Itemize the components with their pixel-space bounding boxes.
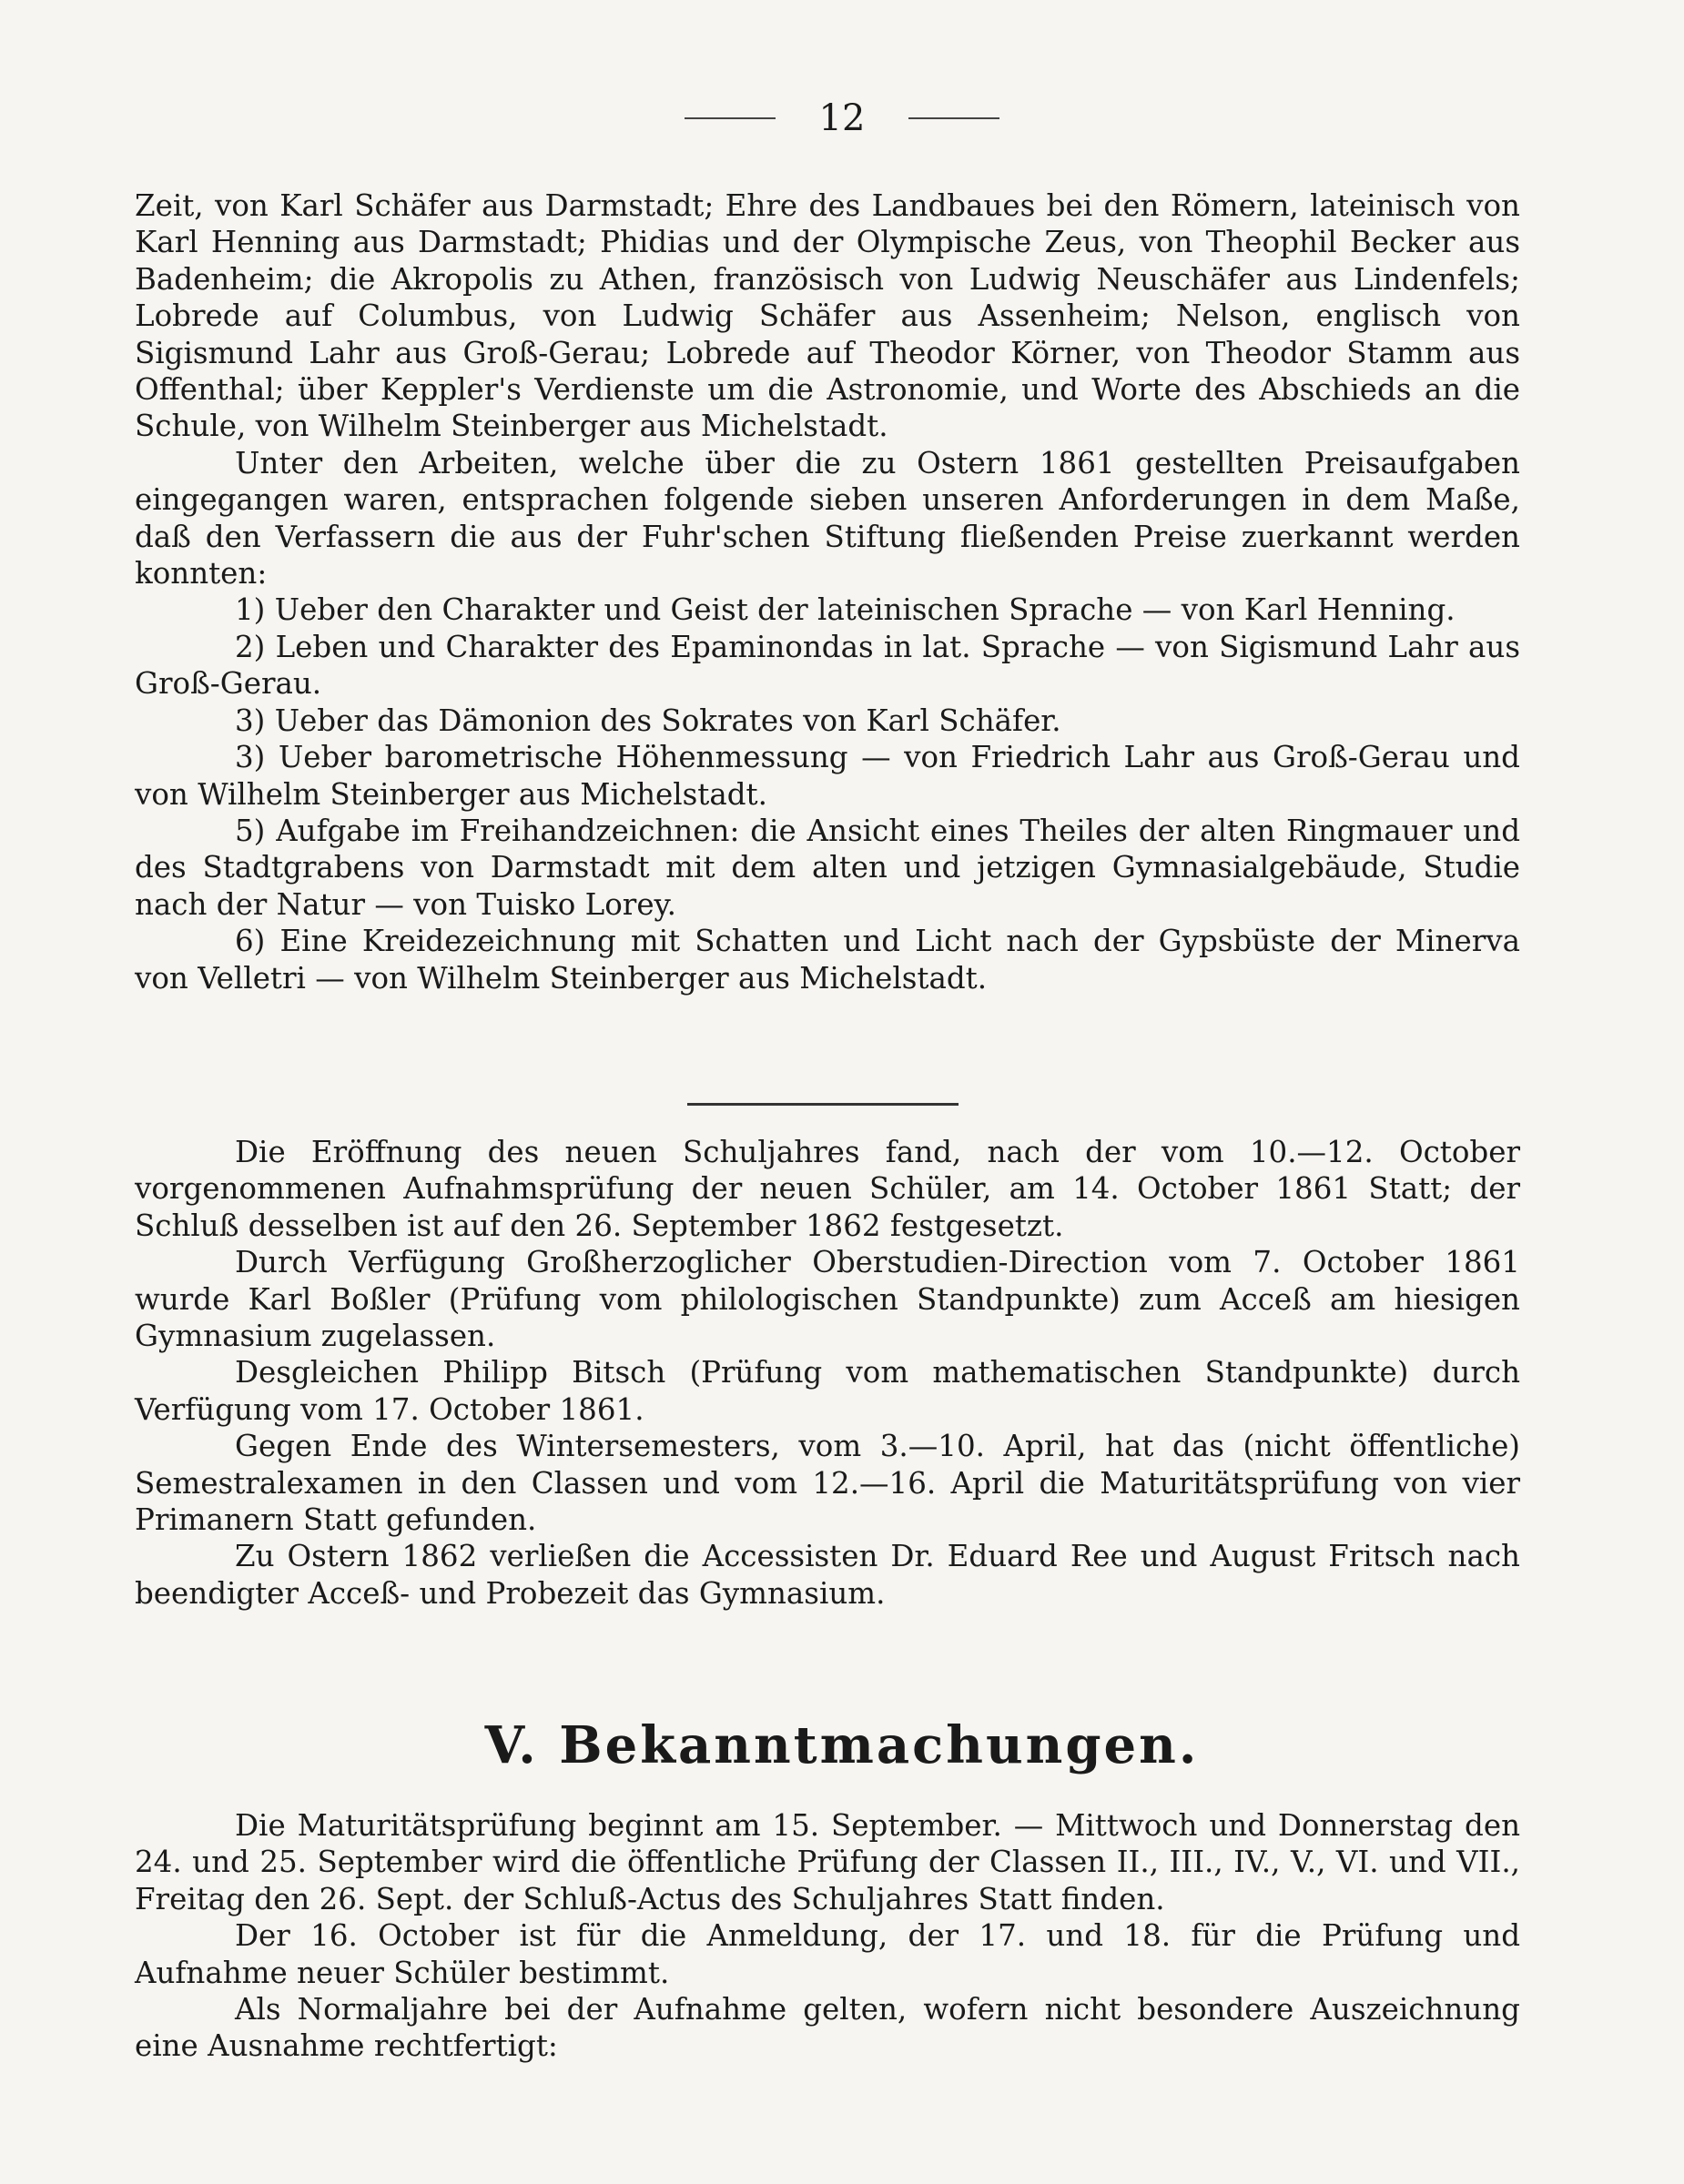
paragraph-examinations: Gegen Ende des Wintersemesters, vom 3.—10. April, hat das (nicht öffentliche) Semestralexamen in den Classen und vom 12.—16. April die Maturitätsprüfung von vier Primanern Statt gefunden. (135, 1429, 1520, 1538)
announcements-section (135, 1807, 1520, 2065)
paragraph-speeches: Zeit, von Karl Schäfer aus Darmstadt; Ehre des Landbaues bei den Römern, lateinisch von Karl Henning aus Darmstadt; Phidias und der Olympische Zeus, von Theophil Becker aus Badenheim; die Akropolis zu Athen, französisch von Ludwig Neuschäfer aus Lindenfels; Lobrede auf Columbus, von Ludwig Schäfer aus Assenheim; Nelson, englisch von Sigismund Lahr aus Groß-Gerau; Lobrede auf Theodor Körner, von Theodor Stamm aus Offenthal; über Keppler's Verdienste um die Astronomie, und Worte des Abschieds an die Schule, von Wilhelm Steinberger aus Michelstadt. (135, 188, 1520, 444)
page-header (0, 91, 1684, 146)
paragraph-bossler: Durch Verfügung Großherzoglicher Oberstudien-Direction vom 7. October 1861 wurde Karl Boßler (Prüfung vom philologischen Standpunkte) zum Acceß am hiesigen Gymnasium zugelassen. (135, 1245, 1520, 1354)
paragraph-registration: Der 16. October ist für die Anmeldung, der 17. und 18. für die Prüfung und Aufnahme neuer Schüler bestimmt. (135, 1918, 1520, 1990)
school-year-section (135, 1134, 1520, 1612)
prize-item-3a: 3) Ueber das Dämonion des Sokrates von Karl Schäfer. (235, 703, 1061, 738)
prize-item-2: 2) Leben und Charakter des Epaminondas in lat. Sprache — von Sigismund Lahr aus Groß-Gerau. (135, 629, 1520, 702)
paragraph-accessists: Zu Ostern 1862 verließen die Accessisten Dr. Eduard Ree und August Fritsch nach beendigter Acceß- und Probezeit das Gymnasium. (135, 1539, 1520, 1611)
section-divider (687, 1103, 959, 1106)
prize-item-5: 5) Aufgabe im Freihandzeichnen: die Ansicht eines Theiles der alten Ringmauer und des Stadtgrabens von Darmstadt mit dem alten und jetzigen Gymnasialgebäude, Studie nach der Natur — von Tuisko Lorey. (135, 813, 1520, 922)
paragraph-bitsch: Desgleichen Philipp Bitsch (Prüfung vom mathematischen Standpunkte) durch Verfügung vom 17. October 1861. (135, 1355, 1520, 1427)
prize-item-3b: 3) Ueber barometrische Höhenmessung — von Friedrich Lahr aus Groß-Gerau und von Wilhelm Steinberger aus Michelstadt. (135, 740, 1520, 812)
section-heading: V. Bekanntmachungen. (484, 1715, 1200, 1775)
header-dash-right (908, 117, 999, 119)
paragraph-school-year: Die Eröffnung des neuen Schuljahres fand, nach der vom 10.—12. October vorgenommenen Aufnahmsprüfung der neuen Schüler, am 14. October 1861 Statt; der Schluß desselben ist auf den 26. September 1862 festgesetzt. (135, 1135, 1520, 1243)
paragraph-prize-intro: Unter den Arbeiten, welche über die zu Ostern 1861 gestellten Preisaufgaben eingegangen waren, entsprachen folgende sieben unseren Anforderungen in dem Maße, daß den Verfassern die aus der Fuhr'schen Stiftung fließenden Preise zuerkannt werden konnten: (135, 445, 1520, 592)
page-number: 12 (818, 97, 866, 139)
prize-section (135, 187, 1520, 996)
paragraph-normal-years: Als Normaljahre bei der Aufnahme gelten, wofern nicht besondere Auszeichnung eine Ausnahme rechtfertigt: (135, 1992, 1520, 2064)
prize-item-1: 1) Ueber den Charakter und Geist der lateinischen Sprache — von Karl Henning. (235, 592, 1456, 628)
prize-item-6: 6) Eine Kreidezeichnung mit Schatten und Licht nach der Gypsbüste der Minerva von Velletri — von Wilhelm Steinberger aus Michelstadt. (135, 924, 1520, 996)
header-dash-left (685, 117, 776, 119)
paragraph-maturity-exam: Die Maturitätsprüfung beginnt am 15. September. — Mittwoch und Donnerstag den 24. und 25. September wird die öffentliche Prüfung der Classen II., III., IV., V., VI. und VII., Freitag den 26. Sept. der Schluß-Actus des Schuljahres Statt finden. (135, 1808, 1520, 1916)
